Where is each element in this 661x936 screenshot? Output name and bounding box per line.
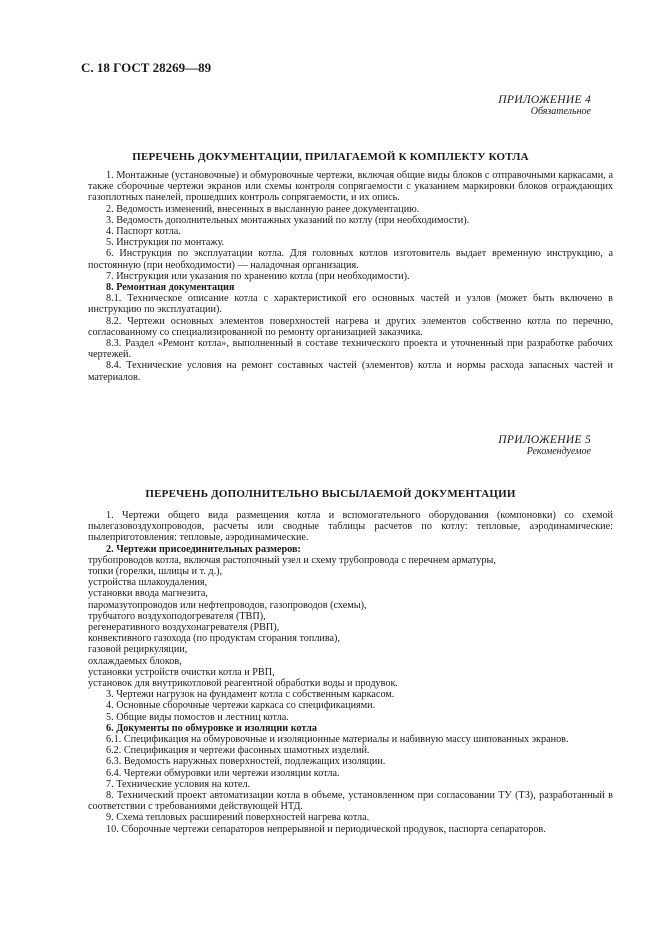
list-item: регенеративного воздухонагревателя (РВП), <box>88 622 280 634</box>
list-item: конвективного газохода (по продуктам сгорания топлива), <box>88 633 340 645</box>
appendix-4-label <box>498 94 591 117</box>
list-item: 8.2. Чертежи основных элементов поверхностей нагрева и других элементов собственно котла по перечню, согласованному со специализированной по ремонту организацией заказчика. <box>88 315 613 338</box>
appendix-4-title: ПРИЛОЖЕНИЕ 4 <box>498 94 591 106</box>
appendix-5-heading: ПЕРЕЧЕНЬ ДОПОЛНИТЕЛЬНО ВЫСЫЛАЕМОЙ ДОКУМЕНТАЦИИ <box>145 488 516 500</box>
list-item: 2. Чертежи присоединительных размеров: <box>106 543 301 555</box>
list-item: 4. Паспорт котла. <box>106 226 181 238</box>
list-item: 6.3. Ведомость наружных поверхностей, подлежащих изоляции. <box>106 756 386 768</box>
appendix-5-status: Рекомендуемое <box>526 446 591 457</box>
appendix-5-label <box>498 434 591 457</box>
list-item: охлаждаемых блоков, <box>88 655 182 667</box>
list-item: 5. Общие виды помостов и лестниц котла. <box>106 711 289 723</box>
list-item: паромазутопроводов или нефтепроводов, газопроводов (схемы), <box>88 599 367 611</box>
list-item: 6. Инструкция по эксплуатации котла. Для головных котлов изготовитель выдает временную инструкцию, а постоянную (при необходимости) — наладочная организация. <box>88 248 613 271</box>
list-item: 8.1. Техническое описание котла с характеристикой его основных частей и узлов (может быть включено в инструкцию по эксплуатации). <box>88 293 613 316</box>
list-item: 8.3. Раздел «Ремонт котла», выполненный в составе технического проекта и уточненный при разработке рабочих чертежей. <box>88 338 613 361</box>
list-item: 8.4. Технические условия на ремонт составных частей (элементов) котла и нормы расхода запасных частей и материалов. <box>88 360 613 383</box>
list-item: 4. Основные сборочные чертежи каркаса со спецификациями. <box>106 700 376 712</box>
list-item: трубчатого воздухоподогревателя (ТВП), <box>88 610 266 622</box>
list-item: 1. Монтажные (установочные) и обмуровочные чертежи, включая общие виды блоков с отправочными каркасами, а также сборочные чертежи экранов или схемы контроля сопрягаемости с указанием маркировки блоков ограждающих газоплотных панелей, прошедших контроль сопрягаемости, и их опись. <box>88 170 613 204</box>
list-item: 6.1. Спецификация на обмуровочные и изоляционные материалы и набивную массу шипованных экранов. <box>106 734 569 746</box>
list-item: 5. Инструкция по монтажу. <box>106 237 225 249</box>
list-item: 8. Технический проект автоматизации котла в объеме, установленном при согласовании ТУ (ТЗ), разработанный в соответствии с требованиями действующей НТД. <box>88 790 613 813</box>
list-item: 6.4. Чертежи обмуровки или чертежи изоляции котла. <box>106 767 340 779</box>
list-item: газовой рециркуляции, <box>88 644 188 656</box>
appendix-5-title: ПРИЛОЖЕНИЕ 5 <box>498 434 591 446</box>
list-item: 10. Сборочные чертежи сепараторов непрерывной и периодической продувок, паспорта сепараторов. <box>106 823 546 835</box>
list-item: 2. Ведомость изменений, внесенных в высланную ранее документацию. <box>106 203 420 215</box>
list-item: топки (горелки, шлицы и т. д.), <box>88 566 223 578</box>
list-item: 9. Схема тепловых расширений поверхностей нагрева котла. <box>106 812 370 824</box>
list-item: 6.2. Спецификация и чертежи фасонных шамотных изделий. <box>106 745 370 757</box>
list-item: установки устройств очистки котла и РВП, <box>88 666 275 678</box>
list-item: установок для внутрикотловой реагентной обработки воды и продувок. <box>88 678 398 690</box>
appendix-4-status: Обязательное <box>530 106 591 117</box>
list-item: трубопроводов котла, включая растопочный узел и схему трубопровода с перечнем арматуры, <box>88 554 496 566</box>
list-item: 3. Ведомость дополнительных монтажных указаний по котлу (при необходимости). <box>106 214 470 226</box>
list-item: установки ввода магнезита, <box>88 588 208 600</box>
page-header: С. 18 ГОСТ 28269—89 <box>81 60 212 75</box>
appendix-4-heading: ПЕРЕЧЕНЬ ДОКУМЕНТАЦИИ, ПРИЛАГАЕМОЙ К КОМПЛЕКТУ КОТЛА <box>132 151 529 163</box>
list-item: 7. Инструкция или указания по хранению котла (при необходимости). <box>106 270 410 282</box>
appendix-4-list <box>88 170 613 383</box>
list-item: 8. Ремонтная документация <box>106 282 235 294</box>
list-item: 7. Технические условия на котел. <box>106 778 251 790</box>
list-item: 3. Чертежи нагрузок на фундамент котла с собственным каркасом. <box>106 689 395 701</box>
list-item: 1. Чертежи общего вида размещения котла и вспомогательного оборудования (компоновки) со схемой пылегазовоздухопроводов, расчеты или сводные таблицы расчетов по котлу: тепловые, аэродинамические: пылеприготовления: тепловые, аэродинамические. <box>88 510 613 544</box>
appendix-5-list <box>88 510 613 835</box>
list-item: устройства шлакоудаления, <box>88 577 208 589</box>
list-item: 6. Документы по обмуровке и изоляции котла <box>106 722 317 734</box>
